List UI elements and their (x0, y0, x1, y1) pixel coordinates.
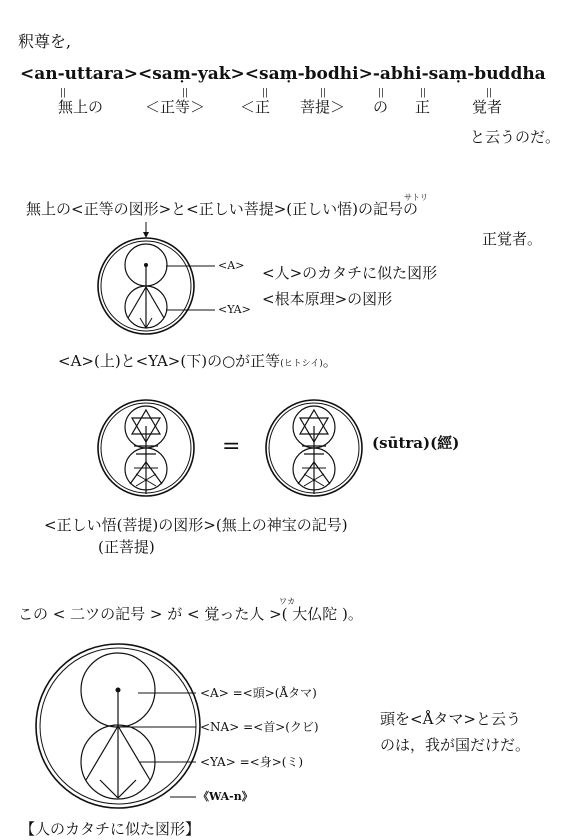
gloss-sho2: 正 (415, 98, 431, 116)
ruby-waka: ワカ (279, 597, 295, 606)
intro-text: 釈尊を, (18, 32, 72, 51)
note-small: (ヒトシイ) (280, 359, 323, 369)
section2-caption1: <正しい悟(菩提)の図形>(無上の神宝の記号) (44, 516, 348, 534)
equals-mark: || (182, 88, 189, 98)
gloss-shoutou: ＜正等＞ (145, 98, 206, 116)
sanskrit-abhisambuddha: -abhi-saṃ-buddha (372, 64, 546, 84)
fig1-label-ya: <YA> (218, 303, 251, 316)
equals-mark: || (420, 88, 427, 98)
fig1-desc2: <根本原理>の図形 (262, 290, 393, 308)
sutra-label: (sūtra)(經) (372, 434, 460, 452)
side-note2: のは，我が国だけだ。 (380, 736, 531, 754)
gloss-kakusha: 覚者 (472, 98, 503, 116)
sanskrit-anuttara: <an-uttara> (20, 64, 138, 84)
fig3-label-ya: <YA> =<身>(ミ) (200, 755, 304, 769)
equals-mark: || (60, 88, 67, 98)
gloss-no: の (373, 98, 389, 116)
equals-mark: || (378, 88, 385, 98)
gloss-mujou: 無上の (58, 98, 104, 116)
fig3-label-a: <A> =<頭>(Åタマ) (200, 686, 317, 700)
gloss-sho: ＜正 (240, 98, 271, 116)
sanskrit-samyak: <saṃ-yak> (137, 64, 245, 84)
ruby-satori: サトリ (404, 193, 428, 202)
note-text: <A>(上)と<YA>(下)の○が正等 (58, 352, 281, 370)
gloss-end: と云うのだ。 (470, 128, 561, 146)
section3-line: この < 二ツの記号 > が < 覚った人 >( 大仏陀 )。 (18, 605, 363, 623)
note-end: 。 (322, 352, 338, 370)
section2-caption2: (正菩提) (98, 538, 155, 556)
section1-heading: 無上の<正等の図形>と<正しい菩提>(正しい悟)の記号の (26, 200, 418, 218)
sanskrit-sambodhi: <saṃ-bodhi> (244, 64, 373, 84)
fig1-label-a: <A> (218, 259, 245, 272)
equals-mark: || (320, 88, 327, 98)
section1-heading-end: 正覚者。 (482, 230, 543, 248)
equals-mark: || (486, 88, 493, 98)
side-note1: 頭を<Åタマ>と云う (380, 710, 521, 728)
equals-mark: || (262, 88, 269, 98)
figure-caption: 【人のカタチに似た図形】 (20, 820, 201, 838)
emblem-equals: = (222, 434, 241, 459)
fig3-label-na: <NA> =<首>(クビ) (200, 720, 319, 734)
fig3-label-wan: 《WA-n》 (198, 790, 253, 803)
fig1-desc1: <人>のカタチに似た図形 (262, 264, 438, 282)
gloss-bodai: 菩提＞ (300, 98, 346, 116)
